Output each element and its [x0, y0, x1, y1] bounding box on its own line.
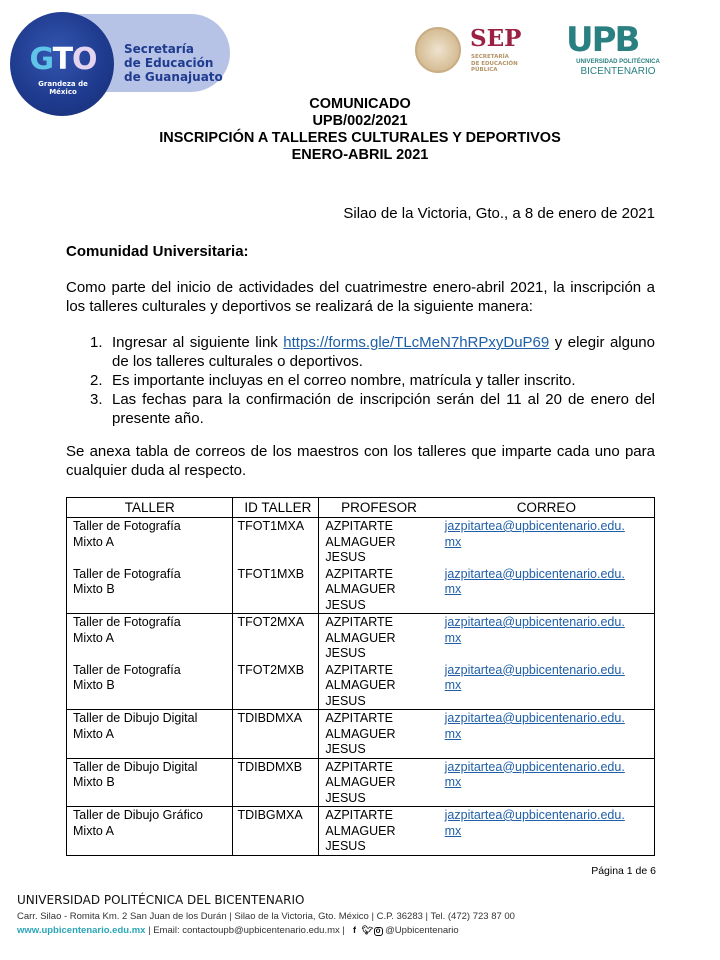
upb-subtitle-1: UNIVERSIDAD POLITÉCNICA: [576, 59, 660, 65]
title-line-1: COMUNICADO: [309, 96, 411, 112]
email-link[interactable]: jazpitartea@upbicentenario.edu. mx: [444, 808, 625, 838]
footer-university: UNIVERSIDAD POLITÉCNICA DEL BICENTENARIO: [17, 893, 305, 907]
cell-profesor: AZPITARTE ALMAGUER JESUS: [319, 758, 439, 807]
table-row: [67, 614, 655, 662]
annex-paragraph: Se anexa tabla de correos de los maestros con los talleres que imparte cada uno para cualquier duda al respecto.: [66, 443, 655, 479]
email-link[interactable]: jazpitartea@upbicentenario.edu. mx: [444, 662, 625, 692]
cell-profesor: AZPITARTE ALMAGUER JESUS: [325, 808, 396, 853]
cell-profesor: AZPITARTE ALMAGUER JESUS: [325, 519, 396, 564]
footer-contact: www.upbicentenario.edu.mx | Email: contactoupb@upbicentenario.edu.mx | f 🐦︎ o @Upbicentenario: [17, 925, 459, 936]
title-line-3: INSCRIPCIÓN A TALLERES CULTURALES Y DEPORTIVOS: [159, 130, 561, 146]
step-item: 3. Las fechas para la confirmación de inscripción serán del 11 al 20 de enero del presente año.: [90, 391, 655, 427]
table-row: [67, 662, 655, 710]
cell-correo: [439, 807, 655, 856]
document-title: [60, 96, 660, 164]
cell-taller: Taller de Fotografía Mixto B: [67, 566, 233, 614]
place-date: Silao de la Victoria, Gto., a 8 de enero de 2021: [343, 205, 655, 222]
gto-logo-letters: GTO: [29, 42, 97, 77]
gto-logo-text: Secretaría de Educación de Guanajuato: [124, 42, 223, 84]
salutation: Comunidad Universitaria:: [66, 243, 249, 260]
title-line-4: ENERO-ABRIL 2021: [291, 147, 429, 163]
steps-list: [90, 333, 655, 428]
cell-id: TFOT1MXA: [233, 518, 319, 566]
sep-subtitle: SECRETARÍA DE EDUCACIÓN PÚBLICA: [471, 54, 518, 73]
header-taller: TALLER: [67, 498, 233, 518]
cell-id: TDIBDMXA: [233, 710, 319, 759]
email-link[interactable]: jazpitartea@upbicentenario.edu. mx: [444, 566, 625, 596]
website-link[interactable]: www.upbicentenario.edu.mx: [17, 925, 146, 936]
gto-logo-tagline: Grandeza de México: [38, 80, 88, 96]
cell-correo: [439, 710, 655, 759]
email-link[interactable]: jazpitartea@upbicentenario.edu. mx: [444, 615, 625, 645]
cell-id: TFOT1MXB: [233, 566, 319, 614]
sep-logo: [415, 25, 530, 75]
step-item: 1. Ingresar al siguiente link https://forms.gle/TLcMeN7hRPxyDuP69 y elegir alguno de los talleres culturales o deportivos.: [90, 334, 655, 370]
cell-taller: Taller de Fotografía Mixto A: [67, 614, 233, 662]
table-row: [67, 758, 655, 807]
cell-taller: Taller de Dibujo Digital Mixto B: [67, 758, 233, 807]
twitter-icon[interactable]: 🐦︎: [361, 925, 373, 935]
workshops-table: [66, 497, 655, 856]
cell-id: TFOT2MXB: [233, 662, 319, 710]
header-correo: CORREO: [439, 498, 655, 518]
mexico-seal-icon: [415, 27, 461, 73]
cell-correo: [439, 662, 655, 710]
footer: [17, 893, 717, 936]
instagram-icon[interactable]: o: [374, 927, 383, 936]
cell-id: TFOT2MXA: [233, 614, 319, 662]
cell-correo: [439, 614, 655, 662]
cell-correo: [439, 758, 655, 807]
cell-id: TDIBDMXB: [233, 758, 319, 807]
footer-address: Carr. Silao - Romita Km. 2 San Juan de los Durán | Silao de la Victoria, Gto. México | C.P. 36283 | Tel. (472) 723 87 00: [17, 911, 515, 922]
cell-profesor: AZPITARTE ALMAGUER JESUS: [319, 566, 439, 614]
cell-profesor: AZPITARTE ALMAGUER JESUS: [325, 615, 396, 660]
cell-taller: Taller de Dibujo Gráfico Mixto A: [67, 807, 233, 856]
title-line-2: UPB/002/2021: [312, 113, 408, 129]
upb-subtitle-2: BICENTENARIO: [580, 66, 656, 77]
cell-profesor: AZPITARTE ALMAGUER JESUS: [319, 662, 439, 710]
table-row: [67, 710, 655, 759]
form-link[interactable]: https://forms.gle/TLcMeN7hRPxyDuP69: [283, 334, 550, 351]
table-header-row: [67, 498, 655, 518]
cell-taller: Taller de Fotografía Mixto A: [67, 518, 233, 566]
cell-taller: Taller de Dibujo Digital Mixto A: [67, 710, 233, 759]
cell-taller: Taller de Fotografía Mixto B: [67, 662, 233, 710]
cell-id: TDIBGMXA: [233, 807, 319, 856]
email-link[interactable]: jazpitartea@upbicentenario.edu. mx: [444, 711, 625, 741]
email-link[interactable]: jazpitartea@upbicentenario.edu. mx: [444, 759, 625, 789]
sep-wordmark: SEP: [470, 25, 522, 52]
table-row: [67, 566, 655, 614]
upb-logo: [562, 22, 674, 80]
header-id-taller: ID TALLER: [233, 498, 319, 518]
intro-paragraph: Como parte del inicio de actividades del cuatrimestre enero-abril 2021, la inscripción a los talleres culturales y deportivos se realizará de la siguiente manera:: [66, 279, 655, 315]
cell-profesor: AZPITARTE ALMAGUER JESUS: [319, 710, 439, 759]
header-profesor: PROFESOR: [319, 498, 439, 518]
cell-correo: [439, 566, 655, 614]
email-link[interactable]: jazpitartea@upbicentenario.edu. mx: [444, 519, 625, 549]
table-row: [67, 518, 655, 566]
social-handle: @Upbicentenario: [382, 925, 459, 936]
page-number: Página 1 de 6: [591, 865, 656, 877]
table-row: [67, 807, 655, 856]
gto-logo: [10, 12, 232, 94]
upb-wordmark: UPB: [566, 20, 639, 60]
step-item: 2. Es importante incluyas en el correo nombre, matrícula y taller inscrito.: [90, 372, 576, 389]
cell-correo: [439, 518, 655, 566]
facebook-icon[interactable]: f: [353, 925, 357, 935]
